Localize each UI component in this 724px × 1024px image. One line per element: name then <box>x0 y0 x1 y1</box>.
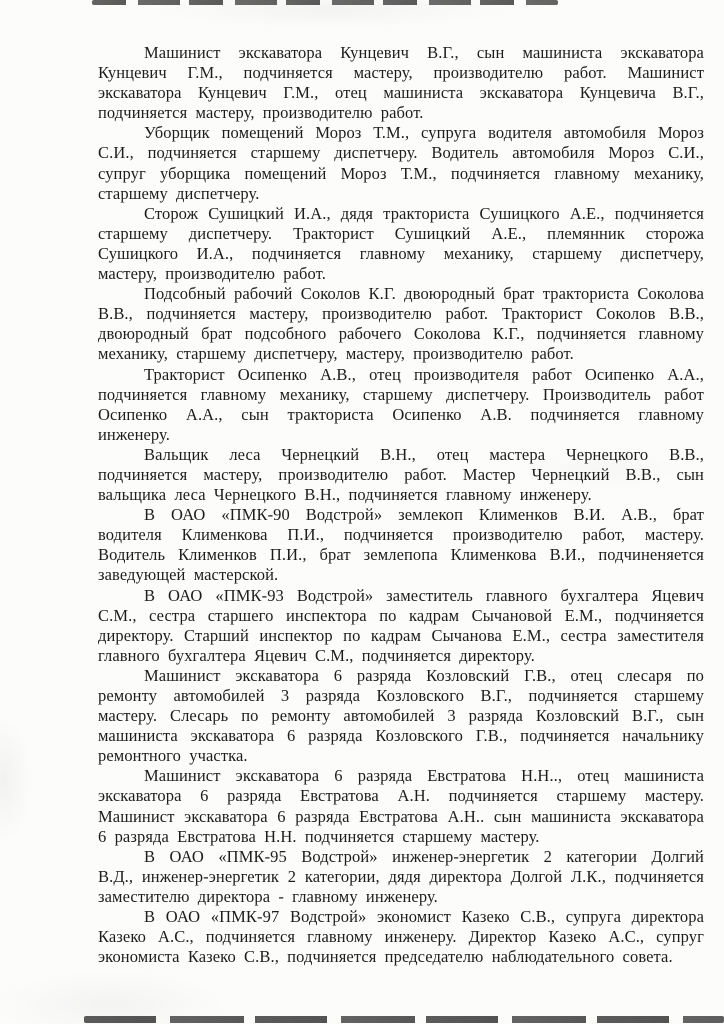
paragraph-7: В ОАО «ПМК-90 Водстрой» землекоп Клименков В.И. А.В., брат водителя Клименкова П.И., подчиняется производителю работ, мастеру. Водитель Клименков П.И., брат землепопа Клименкова В.И., подчиненяется заведующей мастерской. <box>98 505 704 585</box>
paragraph-6: Вальщик леса Чернецкий В.Н., отец мастера Чернецкого В.В., подчиняется мастеру, производителю работ. Мастер Чернецкий В.В., сын вальщика леса Чернецкого В.Н., подчиняется главному инженеру. <box>98 444 704 505</box>
paragraph-5: Тракторист Осипенко А.В., отец производителя работ Осипенко А.А., подчиняется главному механику, старшему диспетчеру. Производитель работ Осипенко А.А., сын тракториста Осипенко А.В. подчиняется главному инженеру. <box>98 364 704 444</box>
scan-artifact-top-edge <box>92 0 558 5</box>
paragraph-3: Сторож Сушицкий И.А., дядя тракториста Сушицкого А.Е., подчиняется старшему диспетчеру. Тракторист Сушицкий А.Е., племянник сторожа Сушицкого И.А., подчиняется главному механику, старшему диспетчеру, мастеру, производителю работ. <box>98 203 704 284</box>
document-body <box>98 43 704 967</box>
paragraph-12: В ОАО «ПМК-97 Водстрой» экономист Казеко С.В., супруга директора Казеко А.С., подчиняется главному инженеру. Директор Казеко А.С., супруг экономиста Казеко С.В., подчиняется председателю наблюдательного совета. <box>98 907 704 967</box>
paragraph-1: Машинист экскаватора Кунцевич В.Г., сын машиниста экскаватора Кунцевич Г.М., подчиняется мастеру, производителю работ. Машинист экскаватора Кунцевич Г.М., отец машиниста экскаватора Кунцевича В.Г., подчиняется мастеру, производителю работ. <box>98 43 704 123</box>
scan-artifact-bottom-edge <box>84 1016 724 1023</box>
paragraph-10: Машинист экскаватора 6 разряда Евстратова Н.Н.., отец машиниста экскаватора 6 разряда Евстратова А.Н. подчиняется старшему мастеру. Машинист экскаватора 6 разряда Евстратова А.Н.. сын машиниста экскаватора 6 разряда Евстратова Н.Н. подчиняется старшему мастеру. <box>98 766 704 846</box>
paragraph-8: В ОАО «ПМК-93 Водстрой» заместитель главного бухгалтера Яцевич С.М., сестра старшего инспектора по кадрам Сычановой Е.М., подчиняется директору. Старший инспектор по кадрам Сычанова Е.М., сестра заместителя главного бухгалтера Яцевич С.М., подчиняется директору. <box>98 585 704 665</box>
paragraph-9: Машинист экскаватора 6 разряда Козловский Г.В., отец слесаря по ремонту автомобилей 3 разряда Козловского В.Г., подчиняется старшему мастеру. Слесарь по ремонту автомобилей 3 разряда Козловский В.Г., сын машиниста экскаватора 6 разряда Козловского Г.В., подчиняется начальнику ремонтного участка. <box>98 665 704 766</box>
paragraph-4: Подсобный рабочий Соколов К.Г. двоюродный брат тракториста Соколова В.В., подчиняется мастеру, производителю работ. Тракторист Соколов В.В., двоюродный брат подсобного рабочего Соколова К.Г., подчиняется главному механику, старшему диспетчеру, мастеру, производителю работ. <box>98 284 704 364</box>
paragraph-11: В ОАО «ПМК-95 Водстрой» инженер-энергетик 2 категории Долгий В.Д., инженер-энергетик 2 категории, дядя директора Долгой Л.К., подчиняется заместителю директора - главному инженеру. <box>98 846 704 906</box>
paragraph-2: Уборщик помещений Мороз Т.М., супруга водителя автомобиля Мороз С.И., подчиняется старшему диспетчеру. Водитель автомобиля Мороз С.И., супруг уборщика помещений Мороз Т.М., подчиняется главному механику, старшему диспетчеру. <box>98 123 704 203</box>
